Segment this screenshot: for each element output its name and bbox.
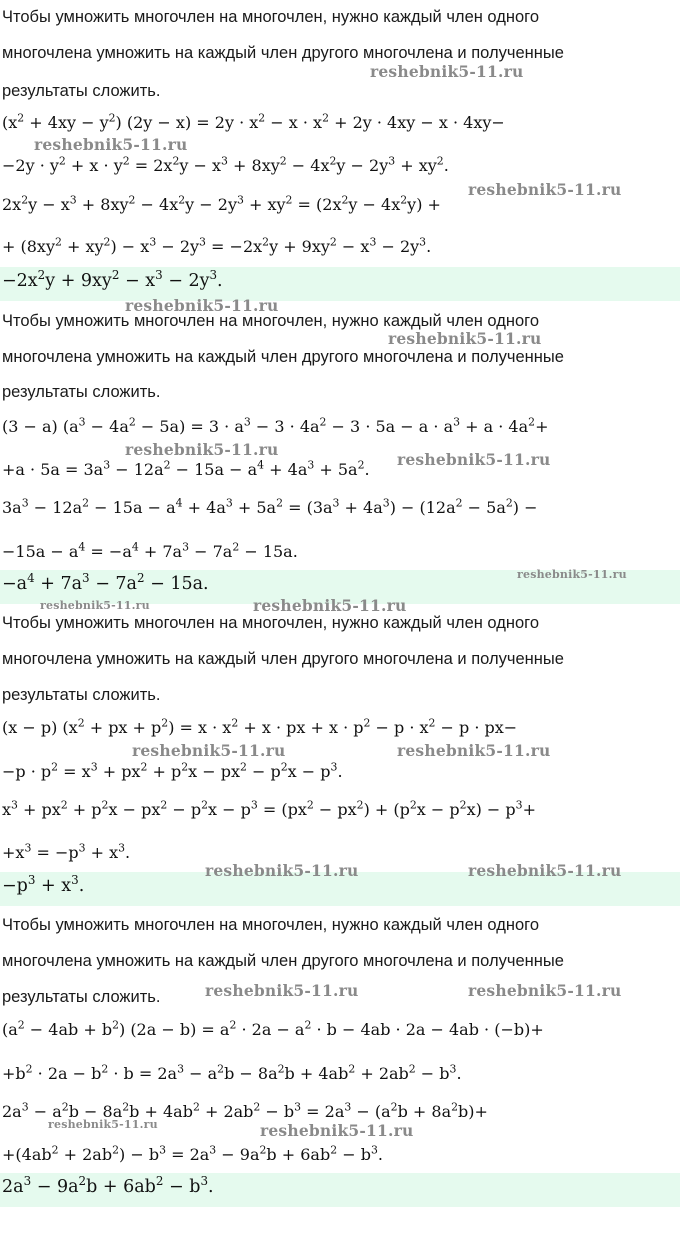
explanation-line: многочлена умножить на каждый член другого многочлена и полученные	[2, 44, 564, 62]
math-line: $+(4ab^2 + 2ab^2) - b^3 = 2a^3 - 9a^2b + 6ab^2 - b^3$.	[2, 1143, 383, 1164]
watermark: reshebnik5-11.ru	[397, 741, 551, 760]
watermark: reshebnik5-11.ru	[260, 1121, 414, 1140]
watermark: reshebnik5-11.ru	[397, 450, 551, 469]
watermark: reshebnik5-11.ru	[468, 981, 622, 1000]
math-line: $-2y \cdot y^2 + x \cdot y^2 = 2x^2y - x^3 + 8xy^2 - 4x^2y - 2y^3 + xy^2$.	[2, 154, 449, 175]
watermark: reshebnik5-11.ru	[388, 329, 542, 348]
watermark: reshebnik5-11.ru	[125, 440, 279, 459]
explanation-line: Чтобы умножить многочлен на многочлен, нужно каждый член одного	[2, 312, 539, 330]
watermark: reshebnik5-11.ru	[253, 596, 407, 615]
math-line: $(a^2 - 4ab + b^2) (2a - b) = a^2 \cdot 2a - a^2 \cdot b - 4ab \cdot 2a - 4ab \cdot (-b)+$	[2, 1018, 544, 1039]
explanation-line: Чтобы умножить многочлен на многочлен, нужно каждый член одного	[2, 8, 539, 26]
watermark: reshebnik5-11.ru	[125, 296, 279, 315]
math-line: $-p \cdot p^2 = x^3 + px^2 + p^2x - px^2 - p^2x - p^3$.	[2, 760, 343, 781]
watermark: reshebnik5-11.ru	[517, 568, 627, 581]
watermark: reshebnik5-11.ru	[370, 62, 524, 81]
answer-text: $-a^4 + 7a^3 - 7a^2 - 15a$.	[2, 571, 209, 594]
explanation-line: результаты сложить.	[2, 988, 161, 1006]
explanation-line: Чтобы умножить многочлен на многочлен, нужно каждый член одного	[2, 916, 539, 934]
math-line: (3 − a) $(a^3 - 4a^2 - 5a) = 3 \cdot a^3 - 3 \cdot 4a^2 - 3 \cdot 5a - a \cdot a^3 + a \cdot 4a^2+$	[2, 415, 549, 436]
answer-text: $-2x^2y + 9xy^2 - x^3 - 2y^3$.	[2, 268, 223, 291]
answer-box	[0, 267, 680, 301]
watermark: reshebnik5-11.ru	[48, 1118, 158, 1131]
answer-text: $-p^3 + x^3$.	[2, 873, 85, 896]
watermark: reshebnik5-11.ru	[40, 599, 150, 612]
math-line: $x^3 + px^2 + p^2x - px^2 - p^2x - p^3 = (px^2 - px^2) + (p^2x - p^2x) - p^3+$	[2, 798, 536, 819]
watermark: reshebnik5-11.ru	[205, 981, 359, 1000]
explanation-line: многочлена умножить на каждый член другого многочлена и полученные	[2, 952, 564, 970]
watermark: reshebnik5-11.ru	[34, 135, 188, 154]
watermark: reshebnik5-11.ru	[468, 180, 622, 199]
explanation-line: результаты сложить.	[2, 82, 161, 100]
watermark: reshebnik5-11.ru	[205, 861, 359, 880]
math-line: $2x^2y - x^3 + 8xy^2 - 4x^2y - 2y^3 + xy^2 = (2x^2y - 4x^2y)$ +	[2, 193, 441, 214]
watermark: reshebnik5-11.ru	[468, 861, 622, 880]
answer-text: $2a^3 - 9a^2b + 6ab^2 - b^3$.	[2, 1174, 214, 1197]
math-line: $3a^3 - 12a^2 - 15a - a^4 + 4a^3 + 5a^2 = (3a^3 + 4a^3) - (12a^2 - 5a^2)$ −	[2, 496, 538, 517]
explanation-line: многочлена умножить на каждый член другого многочлена и полученные	[2, 650, 564, 668]
math-line: $(x^2 + 4xy - y^2) (2y - x) = 2y \cdot x^2 - x \cdot x^2 + 2y \cdot 4xy - x \cdot 4xy-$	[2, 111, 505, 132]
watermark: reshebnik5-11.ru	[132, 741, 286, 760]
explanation-line: Чтобы умножить многочлен на многочлен, нужно каждый член одного	[2, 614, 539, 632]
math-line: $+x^3 = -p^3 + x^3$.	[2, 841, 131, 862]
math-line: $+a \cdot 5a = 3a^3 - 12a^2 - 15a - a^4 + 4a^3 + 5a^2$.	[2, 458, 370, 479]
math-line: + $(8xy^2 + xy^2) - x^3 - 2y^3 = -2x^2y + 9xy^2 - x^3 - 2y^3$.	[2, 235, 432, 256]
math-line: $+b^2 \cdot 2a - b^2 \cdot b = 2a^3 - a^2b - 8a^2b + 4ab^2 + 2ab^2 - b^3$.	[2, 1062, 462, 1083]
explanation-line: результаты сложить.	[2, 686, 161, 704]
explanation-line: многочлена умножить на каждый член другого многочлена и полученные	[2, 348, 564, 366]
math-line: $-15a - a^4 = -a^4 + 7a^3 - 7a^2 - 15a$.	[2, 540, 298, 561]
explanation-line: результаты сложить.	[2, 383, 161, 401]
answer-box	[0, 1173, 680, 1207]
math-line: (x − p) ($x^2$ + px + $p^2) = x \cdot x^2 + x$ · px + $x \cdot p^2 - p \cdot x^2 - p \cdot px-$	[2, 716, 518, 737]
math-line: $2a^3 - a^2b - 8a^2b + 4ab^2 + 2ab^2 - b^3 = 2a^3 - (a^2b + 8a^2b)+$	[2, 1100, 488, 1121]
